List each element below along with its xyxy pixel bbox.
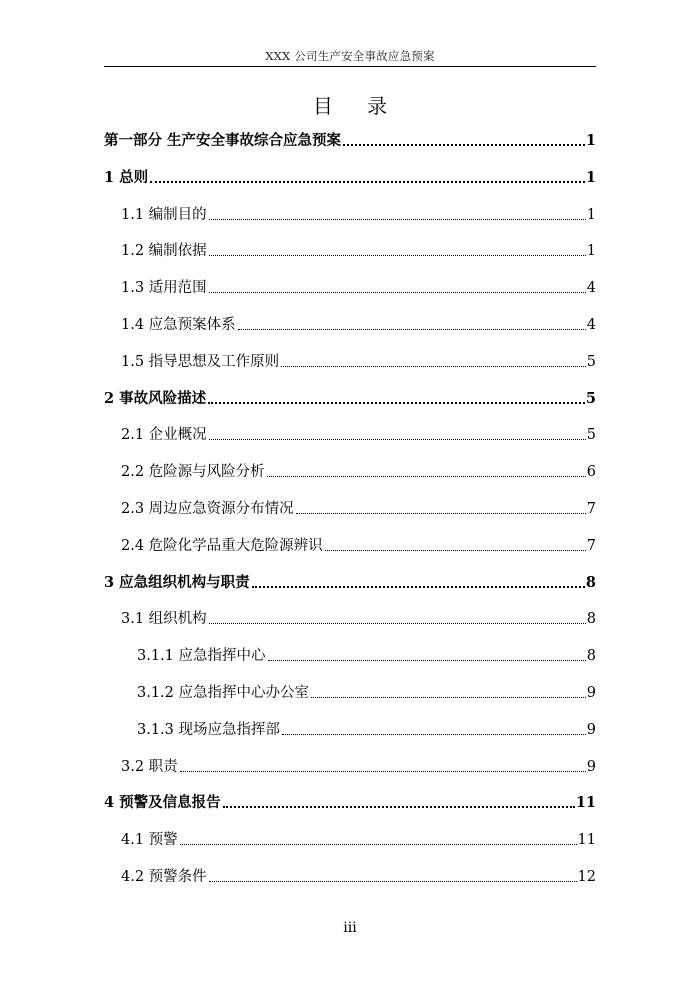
toc-entry[interactable] [121,754,596,776]
toc-entry-page: 11 [575,794,596,812]
toc-entry-page: 4 [586,317,596,333]
toc-entry[interactable] [104,790,596,812]
toc-entry[interactable] [121,459,596,481]
toc-entry-label: 4 预警及信息报告 [104,794,221,812]
toc-dot-leader [223,806,575,808]
toc-entry[interactable] [121,864,596,886]
toc-entry-label: 1.3 适用范围 [121,280,207,297]
toc-dot-leader [325,550,586,551]
toc-entry[interactable] [104,386,596,408]
toc-dot-leader [209,881,577,882]
toc-entry-page: 8 [586,648,596,665]
toc-dot-leader [209,439,586,440]
toc-entry-page: 6 [586,464,596,481]
toc-entry-label: 2 事故风险描述 [104,389,207,407]
toc-dot-leader [180,844,577,845]
toc-entry[interactable] [121,349,596,371]
toc-entry[interactable] [104,165,596,187]
toc-entry[interactable] [104,128,596,150]
toc-dot-leader [252,586,585,588]
toc-dot-leader [209,219,586,220]
toc-entry-page: 8 [585,573,596,591]
toc-entry-page: 1 [585,168,596,186]
toc-dot-leader [238,329,586,330]
toc-entry-label: 1 总则 [104,168,149,186]
toc-entry[interactable] [121,422,596,444]
toc-entry-label: 1.1 编制目的 [121,206,207,223]
toc-entry-label: 4.2 预警条件 [121,869,207,885]
running-header: XXX 公司生产安全事故应急预案 [265,49,435,63]
toc-entry[interactable] [137,717,596,739]
toc-entry-page: 5 [586,353,596,370]
toc-entry[interactable] [121,312,596,334]
toc-entry[interactable] [137,680,596,702]
toc-entry-page: 4 [586,280,596,297]
toc-entry[interactable] [137,643,596,665]
toc-entry-page: 5 [585,389,596,407]
toc-entry[interactable] [121,238,596,260]
toc-dot-leader [282,734,586,735]
toc-entry-page: 1 [586,206,596,223]
toc-entry[interactable] [104,570,596,592]
toc-entry[interactable] [121,202,596,224]
toc-dot-leader [267,476,586,477]
toc-entry-label: 3.1.1 应急指挥中心 [137,648,266,665]
toc-entry-label: 1.2 编制依据 [121,243,207,260]
toc-entry-label: 2.4 危险化学品重大危险源辨识 [121,537,323,554]
toc-dot-leader [343,144,585,146]
toc-entry[interactable] [121,606,596,628]
toc-dot-leader [268,660,586,661]
toc-entry-label: 3.2 职责 [121,758,178,775]
toc-entry-label: 4.1 预警 [121,832,178,849]
toc-entry-label: 1.5 指导思想及工作原则 [121,353,280,370]
toc-entry-page: 8 [586,611,596,628]
toc-entry-label: 3.1 组织机构 [121,611,207,628]
toc-dot-leader [208,402,585,404]
toc-entry-page: 12 [577,869,596,885]
toc-entry-page: 9 [586,721,596,738]
toc-dot-leader [150,181,585,183]
toc-entry-page: 11 [577,832,596,849]
toc-entry-page: 1 [586,243,596,260]
toc-entry[interactable] [121,827,596,849]
toc-entry-label: 1.4 应急预案体系 [121,317,236,333]
toc-entry-label: 2.3 周边应急资源分布情况 [121,501,294,517]
toc-dot-leader [296,513,586,514]
toc-entry-page: 7 [586,501,596,517]
toc-entry-label: 3.1.2 应急指挥中心办公室 [137,685,310,701]
toc-dot-leader [209,292,586,293]
toc-entry-label: 2.1 企业概况 [121,427,207,444]
toc-dot-leader [311,697,586,698]
toc-entry-label: 3.1.3 现场应急指挥部 [137,721,281,738]
toc-entry-page: 9 [586,685,596,701]
toc-dot-leader [209,255,586,256]
toc-dot-leader [209,623,586,624]
toc-entry-label: 2.2 危险源与风险分析 [121,464,265,481]
toc-entry[interactable] [121,496,596,518]
toc-entry[interactable] [121,533,596,555]
toc-entry-page: 5 [586,427,596,444]
page-number: iii [343,920,357,936]
toc-dot-leader [281,366,586,367]
page-title: 目 录 [312,94,402,118]
toc-entry-label: 第一部分 生产安全事故综合应急预案 [104,132,342,149]
toc-entry[interactable] [121,275,596,297]
toc-entry-page: 7 [586,537,596,554]
toc-dot-leader [180,771,586,772]
toc-entry-page: 1 [585,132,596,149]
toc-entry-label: 3 应急组织机构与职责 [104,573,250,591]
toc-entry-page: 9 [586,758,596,775]
